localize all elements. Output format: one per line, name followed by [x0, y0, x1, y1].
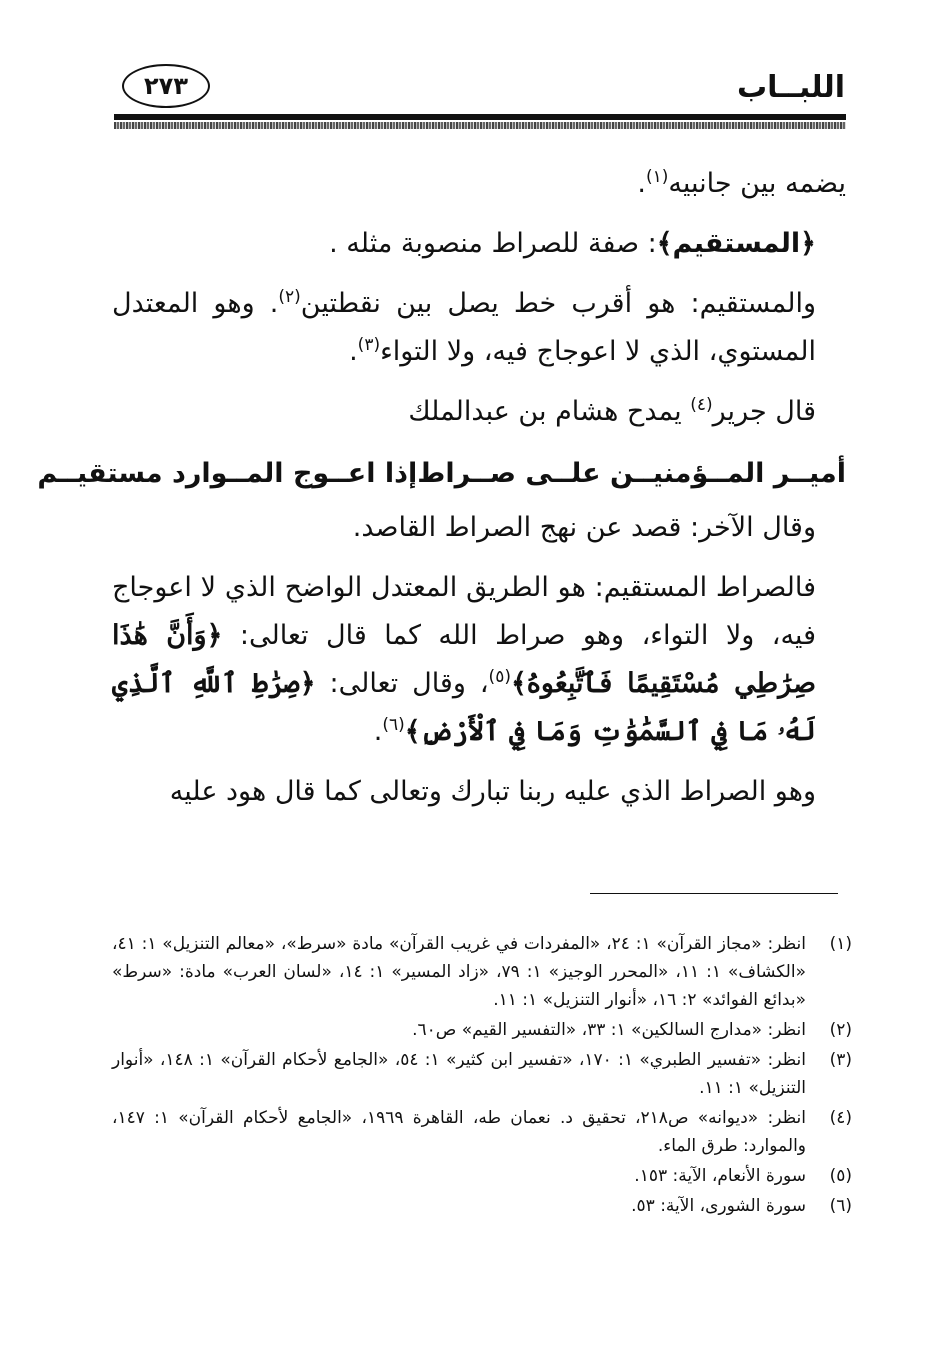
- footnote-ref: (٦): [382, 715, 405, 735]
- footnote-item: [112, 1162, 852, 1190]
- footnote-number: (٤): [829, 1108, 852, 1128]
- footnote-ref: (٤): [690, 395, 713, 415]
- footnote-ref: (٣): [357, 335, 381, 355]
- footnote-number: (٥): [829, 1166, 852, 1186]
- footnote-item: [112, 1016, 852, 1044]
- verse-first-hemistich: أميــر المــؤمنيــن علــى صــراط: [417, 458, 846, 489]
- footnote-number: (١): [829, 934, 852, 954]
- paragraph-3: والمستقيم: هو أقرب خط يصل بين نقطتين$^{(٢)}$. وهو المعتدل المستوي، الذي لا اعوجاج فيه، ولا التواء$^{(٣)}$.: [112, 287, 816, 367]
- quran-quote: ﴿وَأَنَّ هَٰذَا صِرَٰطِي مُسْتَقِيمًا فَٱتَّبِعُوهُ﴾: [112, 620, 816, 699]
- footnote-text: سورة الأنعام، الآية: ١٥٣.: [634, 1166, 806, 1186]
- footnote-item: [112, 930, 852, 1014]
- paragraph-4: قال جرير$^{(٤)}$ يمدح هشام بن عبدالملك: [408, 395, 816, 427]
- main-text: [37, 160, 846, 816]
- page-number: ٢٧٣: [122, 64, 210, 108]
- paragraph-6: فالصراط المستقيم: هو الطريق المعتدل الواضح الذي لا اعوجاج فيه، ولا التواء، وهو صراط الله كما قال تعالى: ﴿وَأَنَّ هَٰذَا صِرَٰطِي مُسْتَقِيمًا فَٱتَّبِعُوهُ﴾$^{(٥)}$، وقال تعالى: ﴿صِرَٰطِ ٱللَّهِ ٱلَّذِي لَهُۥ مَا فِي ٱلسَّمَٰوَٰتِ وَمَا فِي ٱلْأَرْضِ﴾$^{(٦)}$.: [112, 572, 816, 747]
- footnote-separator: [590, 893, 838, 894]
- running-header-title: اللبــاب: [737, 70, 845, 105]
- paragraph-1: يضمه بين جانبيه$^{(١)}$.: [637, 167, 846, 199]
- footnote-ref: (٢): [278, 287, 301, 307]
- footnote-text: انظر: «تفسير الطبري» ١: ١٧٠، «تفسير ابن كثير» ١: ٥٤، «الجامع لأحكام القرآن» ١: ١٤٨، «أنوار التنزيل» ١: ١١.: [112, 1050, 806, 1098]
- paragraph-7: وهو الصراط الذي عليه ربنا تبارك وتعالى كما قال هود عليه: [169, 776, 816, 807]
- footnote-number: (٢): [829, 1020, 852, 1040]
- paragraph-2: ﴿المستقيم﴾: صفة للصراط منصوبة مثله .: [329, 228, 816, 259]
- footnote-item: [112, 1104, 852, 1160]
- footnote-ref: (٥): [488, 667, 511, 687]
- term-mustaqim: ﴿المستقيم﴾: [656, 228, 816, 259]
- footnote-number: (٦): [829, 1196, 852, 1216]
- header-rule: [114, 114, 846, 120]
- footnote-ref: (١): [645, 167, 669, 187]
- verse-second-hemistich: إذا اعــوج المــوارد مستقيــم: [37, 458, 418, 489]
- footnote-item: [112, 1192, 852, 1220]
- footnote-number: (٣): [829, 1050, 852, 1070]
- footnote-item: [112, 1046, 852, 1102]
- footnote-text: انظر: «ديوانه» ص٢١٨، تحقيق د. نعمان طه، القاهرة ١٩٦٩، «الجامع لأحكام القرآن» ١: ١٤٧، والموارد: طرق الماء.: [112, 1108, 806, 1156]
- paragraph-5: وقال الآخر: قصد عن نهج الصراط القاصد.: [352, 512, 816, 543]
- footnote-text: انظر: «مدارج السالكين» ١: ٣٣، «التفسير القيم» ص٦٠.: [412, 1020, 806, 1040]
- header-rule-texture: [114, 122, 846, 129]
- quran-quote: ﴿صِرَٰطِ ٱللَّهِ ٱلَّذِي لَهُۥ مَا فِي ٱلسَّمَٰوَٰتِ وَمَا فِي ٱلْأَرْضِ﴾: [112, 668, 816, 747]
- footnote-text: انظر: «مجاز القرآن» ١: ٢٤، «المفردات في غريب القرآن» مادة «سرط»، «معالم التنزيل» ١: ٤١، «الكشاف» ١: ١١، «المحرر الوجيز» ١: ٧٩، «زاد المسير» ١: ١٤، «لسان العرب» مادة: «سرط» «بدائع الفوائد» ٢: ١٦، «أنوار التنزيل» ١: ١١.: [112, 934, 806, 1010]
- poetry-verse: [37, 450, 846, 498]
- footnotes: [112, 930, 852, 1222]
- footnote-text: سورة الشورى، الآية: ٥٣.: [631, 1196, 806, 1216]
